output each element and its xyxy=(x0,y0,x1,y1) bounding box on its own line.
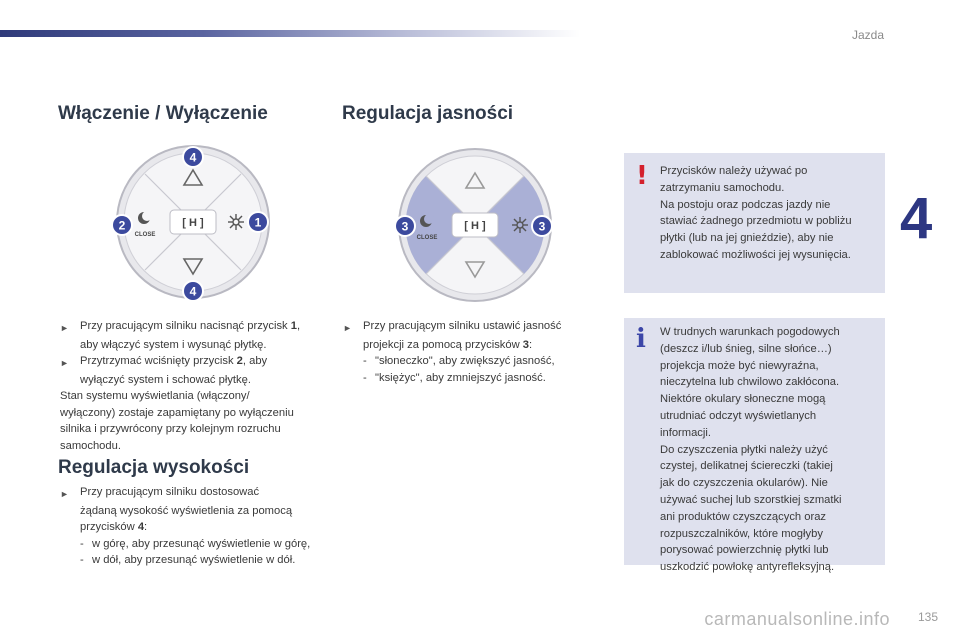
watermark: carmanualsonline.info xyxy=(704,609,890,629)
svg-text:4: 4 xyxy=(189,150,197,165)
exclamation-icon: ! xyxy=(636,161,648,191)
dial-center-label: [ H ] xyxy=(464,220,486,232)
sun-icon xyxy=(512,217,528,233)
section-title-height: Regulacja wysokości xyxy=(58,457,250,478)
svg-text:3: 3 xyxy=(401,219,409,234)
onoff-text: ► Przy pracującym silniku nacisnąć przycisk 1, aby włączyć system i wysunąć płytkę. ► Przytrzymać wciśnięty przycisk 2, aby wyłączyć system i schować płytkę. Stan systemu wyświetlania (włączony/ wyłączony) zostaje zapamiętany po wyłączeniu silnika i przywrócony przy kolejnym rozruchu samochodu. xyxy=(60,318,330,454)
chapter-number: 4 xyxy=(900,186,933,251)
svg-text:2: 2 xyxy=(118,218,126,233)
badge-left xyxy=(395,216,415,236)
info-box: i W trudnych warunkach pogodowych (deszcz i/lub śnieg, silne słońce…) projekcja może być niewyraźna, nieczytelna lub chwilowo zakłócona. Niektóre okulary słoneczne mogą utrudniać odczyt wyświetlanych informacji. Do czyszczenia płytki należy użyć czystej, delikatnej ściereczki (takiej jak do czyszczenia okularów). Nie używać suchej lub szorstkiej szmatki ani produktów czyszczących oraz rozpuszczalników, które mogłyby porysować powierzchnię płytki lub uszkodzić powłokę antyrefleksyjną. xyxy=(624,318,885,565)
height-text: ► Przy pracującym silniku dostosować żądaną wysokość wyświetlenia za pomocą przycisków 4: - w górę, aby przesunąć wyświetlenie w górę, - w dół, aby przesunąć wyświetlenie w dół. xyxy=(60,486,311,566)
svg-text:3: 3 xyxy=(538,219,546,234)
chapter-title: Jazda xyxy=(851,28,884,42)
bullet-item: ► Przy pracującym silniku nacisnąć przycisk 1, xyxy=(60,320,301,333)
header-bar xyxy=(0,30,580,37)
control-dial-brightness xyxy=(392,145,562,305)
section-title-brightness: Regulacja jasności xyxy=(342,103,514,124)
warning-box: ! Przycisków należy używać po zatrzymaniu samochodu. Na postoju oraz podczas jazdy nie stawiać żadnego przedmiotu w pobliżu płytki (lub na jej gnieździe), aby nie zablokować możliwości jej wysunięcia. xyxy=(624,153,885,293)
control-dial-onoff xyxy=(108,140,278,305)
sun-icon xyxy=(228,214,244,230)
close-label: CLOSE xyxy=(134,232,156,238)
badge-right xyxy=(248,212,268,232)
info-icon: i xyxy=(636,324,646,354)
page-number: 135 xyxy=(917,610,938,624)
close-label: CLOSE xyxy=(416,235,438,241)
brightness-text: ► Przy pracującym silniku ustawić jasność projekcji za pomocą przycisków 3: - "słoneczko", aby zwiększyć jasność, - "księżyc", aby zmniejszyć jasność. xyxy=(343,320,562,384)
bullet-item: ► Przytrzymać wciśnięty przycisk 2, aby xyxy=(60,355,268,368)
badge-top xyxy=(183,147,203,167)
badge-bottom xyxy=(183,281,203,301)
svg-text:1: 1 xyxy=(254,215,262,230)
badge-right xyxy=(532,216,552,236)
svg-text:4: 4 xyxy=(189,284,197,299)
badge-left xyxy=(112,215,132,235)
dial-center-label: [ H ] xyxy=(182,217,204,229)
section-title-onoff: Włączenie / Wyłączenie xyxy=(58,103,268,124)
